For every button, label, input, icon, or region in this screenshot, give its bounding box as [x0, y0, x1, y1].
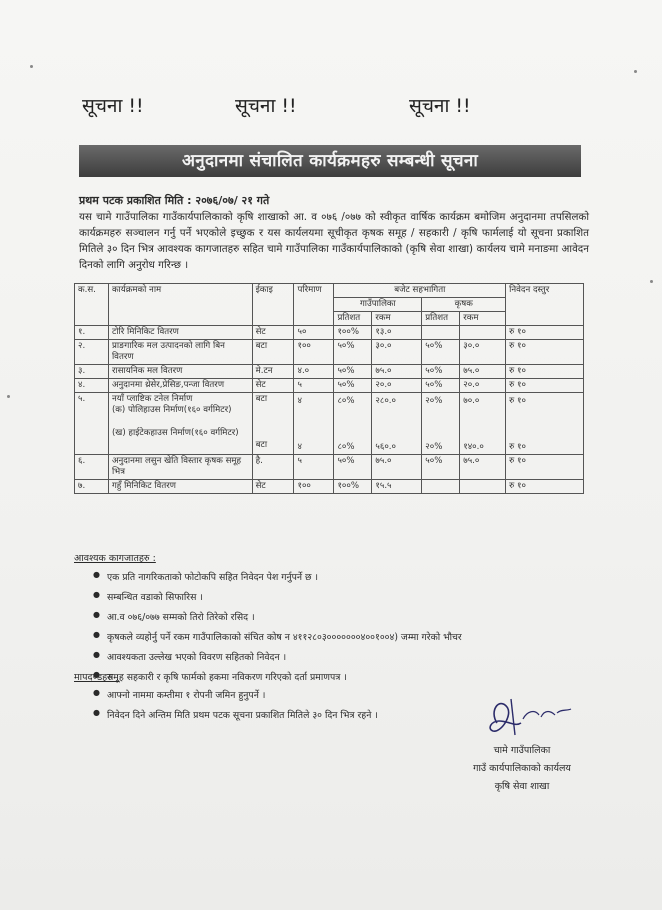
cell-municipality-percent: १००%: [334, 326, 372, 340]
cell-fee-b: रु १०: [509, 442, 526, 452]
cell-quantity-a: ४: [297, 396, 302, 406]
cell-municipality-percent-b: ८०%: [337, 442, 355, 452]
cell-quantity: ४.०: [294, 365, 334, 379]
cell-program: अनुदानमा लसुन खेति विस्तार कृषक समूह भित्र: [108, 455, 252, 480]
scan-speck: [30, 65, 33, 68]
cell-sn: ५.: [75, 393, 109, 455]
cell-municipality-amount-b: ५६०.०: [375, 442, 396, 452]
cell-program-sub-a: (क) पोलिहाउस निर्माण(१६० वर्गमिटर): [111, 405, 232, 415]
cell-municipality-amount: ७५.०: [372, 365, 422, 379]
program-table: [74, 283, 584, 494]
cell-fee: रु १०: [506, 455, 584, 480]
cell-fee: रु १०: [506, 326, 584, 340]
cell-fee: रु १०: [506, 365, 584, 379]
cell-sn: ३.: [75, 365, 109, 379]
cell-municipality-percent-a: ८०%: [337, 396, 355, 406]
table-row: [75, 365, 584, 379]
cell-quantity: १००: [294, 340, 334, 365]
cell-unit: सेट: [252, 480, 294, 494]
cell-municipality-percent: १००%: [334, 480, 372, 494]
cell-unit: सेट: [252, 379, 294, 393]
cell-municipality-amount: ३०.०: [372, 340, 422, 365]
cell-unit-a: बटा: [255, 394, 268, 404]
cell-municipality-amount: [372, 393, 422, 455]
notice-word-1: सूचना !!: [82, 95, 144, 117]
cell-farmer-percent: ५०%: [422, 379, 460, 393]
cell-municipality-percent: [334, 393, 372, 455]
header-sn: क.स.: [75, 284, 109, 326]
cell-sn: २.: [75, 340, 109, 365]
header-municipality-percent: प्रतिशत: [334, 312, 372, 326]
scan-speck: [634, 70, 637, 73]
scan-speck: [7, 395, 10, 398]
handwritten-signature: [485, 693, 577, 741]
header-farmer-percent: प्रतिशत: [422, 312, 460, 326]
notice-word-2: सूचना !!: [235, 95, 297, 117]
cell-farmer-percent-a: २०%: [425, 396, 443, 406]
cell-fee: रु १०: [506, 480, 584, 494]
cell-unit: सेट: [252, 326, 294, 340]
cell-unit: [252, 393, 294, 455]
table-row: [75, 455, 584, 480]
list-item: ● निवेदन दिने अन्तिम मिति प्रथम पटक सूचना प्रकाशित मितिले ३० दिन भित्र रहने ।: [93, 708, 378, 721]
cell-municipality-amount: १३.०: [372, 326, 422, 340]
cell-quantity: [294, 393, 334, 455]
cell-sn: ४.: [75, 379, 109, 393]
cell-unit: बटा: [252, 340, 294, 365]
cell-unit: है.: [252, 455, 294, 480]
cell-unit: मे.टन: [252, 365, 294, 379]
documents-list: [93, 570, 462, 690]
cell-farmer-percent: [422, 326, 460, 340]
header-budget-share: बजेट सहभागिता: [334, 284, 506, 298]
cell-farmer-amount-a: ७०.०: [463, 396, 480, 406]
cell-municipality-percent: ५०%: [334, 379, 372, 393]
header-program: कार्यक्रमको नाम: [108, 284, 252, 326]
list-item: ● आ.व ०७६/०७७ सम्मको तिरो तिरेको रसिद ।: [93, 610, 462, 623]
cell-municipality-amount: ७५.०: [372, 455, 422, 480]
criteria-heading: मापदण्डहरु :: [74, 672, 120, 683]
cell-farmer-amount: [460, 480, 506, 494]
cell-quantity-b: ४: [297, 442, 302, 452]
cell-municipality-percent: ५०%: [334, 365, 372, 379]
cell-quantity: ५: [294, 455, 334, 480]
cell-program-sub-b: (ख) हाईटेकहाउस निर्माण(१६० वर्गमिटर): [111, 428, 239, 438]
table-row: [75, 480, 584, 494]
cell-program: टोरि मिनिकिट वितरण: [108, 326, 252, 340]
cell-farmer-percent-b: २०%: [425, 442, 443, 452]
cell-farmer-amount: २०.०: [460, 379, 506, 393]
cell-municipality-percent: ५०%: [334, 455, 372, 480]
cell-farmer-percent: ५०%: [422, 455, 460, 480]
cell-farmer-amount-b: १४०.०: [463, 442, 484, 452]
cell-program: अनुदानमा थ्रेसेर,प्रेसिङ,पन्जा वितरण: [108, 379, 252, 393]
cell-farmer-percent: ५०%: [422, 340, 460, 365]
header-farmer: कृषक: [422, 298, 506, 312]
list-item: ● कृषकले व्यहोर्नु पर्ने रकम गाउँपालिकाको संचित कोष न ४११२८०३०००००००४००१००४) जम्मा गरेको भौचर: [93, 630, 462, 643]
intro-paragraph: यस चामे गाउँपालिका गाउँकार्यपालिकाको कृषि शाखाको आ. व ०७६ /०७७ को स्वीकृत वार्षिक कार्यक्रम बमोजिम अनुदानमा तपसिलको कार्यक्रमहरु सञ्चालन गर्नु पर्ने भएकोले इच्छुक र यस कार्यलयमा सूचीकृत कृषक समूह / सहकारी / कृषि फार्मलाई यो सूचना प्रकाशित मितिले ३० दिन भित्र आवश्यक कागजातहरु सहित चामे गाउँपालिका गाउँकार्यपालिकाको (कृषि सेवा शाखा) कार्यलय चामे मनाङमा आवेदन दिनको लागि अनुरोध गरिन्छ ।: [79, 211, 589, 271]
cell-municipality-percent: ५०%: [334, 340, 372, 365]
table-row: [75, 379, 584, 393]
documents-heading: आवश्यक कागजातहरु :: [74, 553, 156, 564]
cell-unit-b: बटा: [255, 440, 268, 450]
list-item: ● आफ्नो नाममा कम्तीमा १ रोपनी जमिन हुनुपर्ने ।: [93, 688, 378, 701]
publication-date: प्रथम पटक प्रकाशित मिति : २०७६/०७/ २१ गते: [79, 194, 270, 207]
cell-municipality-amount: २०.०: [372, 379, 422, 393]
cell-farmer-amount: ७५.०: [460, 455, 506, 480]
header-fee: निवेदन दस्तुर: [506, 284, 584, 326]
cell-quantity: १००: [294, 480, 334, 494]
cell-sn: १.: [75, 326, 109, 340]
scan-speck: [650, 280, 653, 283]
header-municipality: गाउँपालिका: [334, 298, 422, 312]
issuer-block: [462, 742, 582, 796]
list-item: ● एक प्रति नागरिकताको फोटोकपि सहित निवेदन पेश गर्नुपर्ने छ ।: [93, 570, 462, 583]
header-unit: ईकाइ: [252, 284, 294, 326]
cell-municipality-amount-a: २८०.०: [375, 396, 396, 406]
cell-program: गहुँ मिनिकिट वितरण: [108, 480, 252, 494]
header-quantity: परिमाण: [294, 284, 334, 326]
cell-fee: [506, 393, 584, 455]
cell-program: रासायनिक मल वितरण: [108, 365, 252, 379]
header-farmer-amount: रकम: [460, 312, 506, 326]
cell-farmer-amount: ३०.०: [460, 340, 506, 365]
header-municipality-amount: रकम: [372, 312, 422, 326]
list-item: ● आवश्यकता उल्लेख भएको विवरण सहितको निवेदन ।: [93, 650, 462, 663]
notice-word-3: सूचना !!: [409, 95, 471, 117]
table-row: [75, 326, 584, 340]
cell-quantity: ५: [294, 379, 334, 393]
cell-municipality-amount: १५.५: [372, 480, 422, 494]
issuer-line-1: चामे गाउँपालिका: [493, 745, 551, 756]
cell-farmer-percent: [422, 480, 460, 494]
cell-program: प्राङगारिक मल उत्पादनको लागि बिन वितरण: [108, 340, 252, 365]
cell-quantity: ५०: [294, 326, 334, 340]
table-header-row: [75, 284, 584, 298]
cell-farmer-percent: ५०%: [422, 365, 460, 379]
cell-fee: रु १०: [506, 379, 584, 393]
cell-sn: ७.: [75, 480, 109, 494]
table-row: [75, 340, 584, 365]
criteria-list: [93, 688, 378, 728]
cell-farmer-amount: [460, 393, 506, 455]
cell-fee: रु १०: [506, 340, 584, 365]
cell-fee-a: रु १०: [509, 396, 526, 406]
cell-sn: ६.: [75, 455, 109, 480]
issuer-line-3: कृषि सेवा शाखा: [494, 781, 550, 792]
issuer-line-2: गाउँ कार्यपालिकाको कार्यलय: [473, 763, 571, 774]
cell-farmer-amount: [460, 326, 506, 340]
list-item: ● समूह सहकारी र कृषि फार्मको हकमा नविकरण गरिएको दर्ता प्रमाणपत्र ।: [93, 670, 462, 683]
cell-program: [108, 393, 252, 455]
cell-farmer-amount: ७५.०: [460, 365, 506, 379]
notice-title-banner: अनुदानमा संचालित कार्यक्रमहरु सम्बन्धी सूचना: [79, 145, 581, 177]
cell-program-title: नयाँ प्लाष्टिक टनेल निर्माण: [111, 394, 193, 404]
list-item: ● सम्बन्धित वडाको सिफारिस ।: [93, 590, 462, 603]
table-row: [75, 393, 584, 455]
cell-farmer-percent: [422, 393, 460, 455]
